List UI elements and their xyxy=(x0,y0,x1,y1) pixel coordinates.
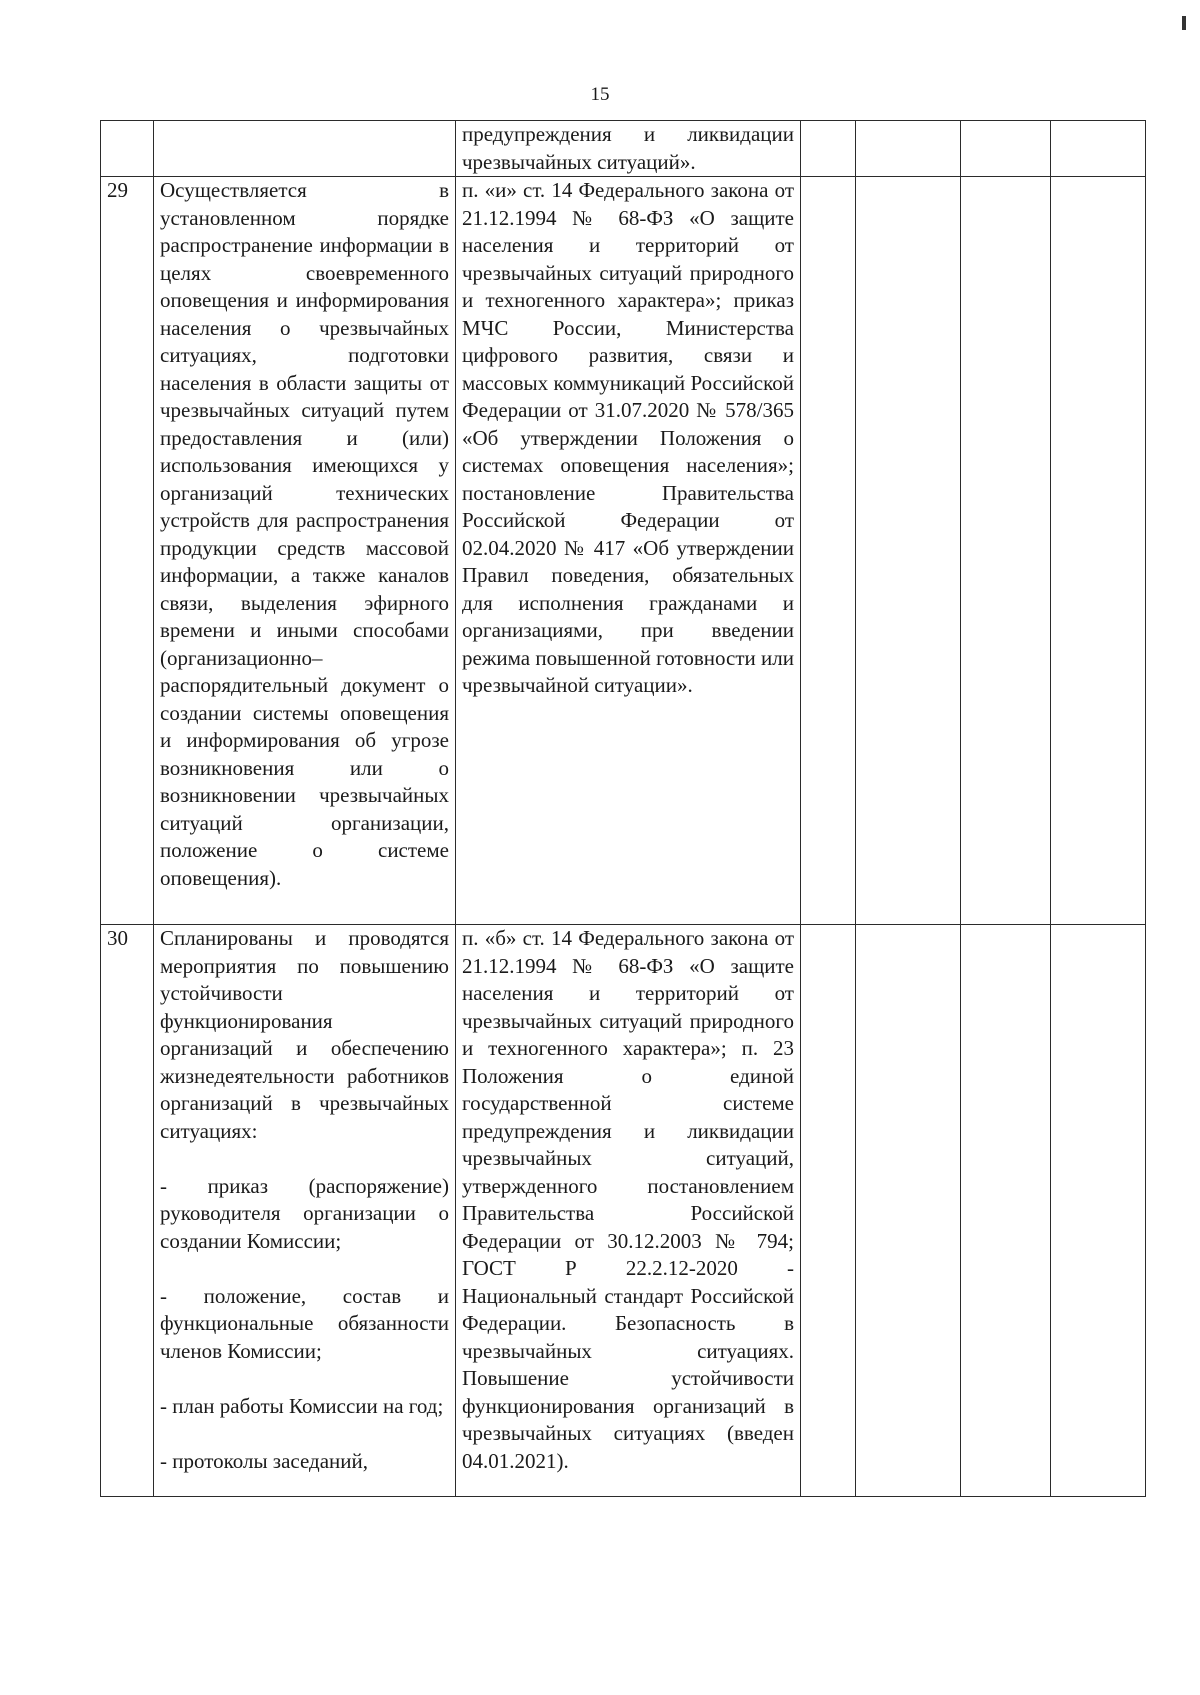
answer-no-cell xyxy=(856,925,961,1497)
requirement-text: Спланированы и проводятся мероприятия по повышению устойчивости функционирования организаций и обеспечению жизнедеятельности работников организаций в чрезвычайных ситуациях: xyxy=(160,926,449,1143)
answer-na-cell xyxy=(961,121,1051,177)
answer-yes-cell xyxy=(801,925,856,1497)
table-row xyxy=(101,925,1146,1497)
answer-yes-cell xyxy=(801,121,856,177)
table-row xyxy=(101,121,1146,177)
row-number: 30 xyxy=(101,925,154,1497)
row-number xyxy=(101,121,154,177)
legal-source-cell: п. «б» ст. 14 Федерального закона от 21.12.1994 № 68-ФЗ «О защите населения и территорий от чрезвычайных ситуаций природного и техногенного характера»; п. 23 Положения о единой государственной системе предупреждения и ликвидации чрезвычайных ситуаций, утвержденного постановлением Правительства Российской Федерации от 30.12.2003 № 794; ГОСТ Р 22.2.12-2020 - Национальный стандарт Российской Федерации. Безопасность в чрезвычайных ситуациях. Повышение устойчивости функционирования организаций в чрезвычайных ситуациях (введен 04.01.2021). xyxy=(456,925,801,1497)
requirement-cell xyxy=(154,177,456,925)
note-cell xyxy=(1051,177,1146,925)
note-cell xyxy=(1051,925,1146,1497)
answer-na-cell xyxy=(961,177,1051,925)
requirement-cell xyxy=(154,925,456,1497)
requirement-item: - положение, состав и функциональные обязанности членов Комиссии; xyxy=(160,1283,449,1363)
requirement-item: - план работы Комиссии на год; xyxy=(160,1393,444,1418)
answer-na-cell xyxy=(961,925,1051,1497)
legal-source-cell: п. «и» ст. 14 Федерального закона от 21.12.1994 № 68-ФЗ «О защите населения и территорий от чрезвычайных ситуаций природного и техногенного характера»; приказ МЧС России, Министерства цифрового развития, связи и массовых коммуникаций Российской Федерации от 31.07.2020 № 578/365 «Об утверждении Положения о системах оповещения населения»; постановление Правительства Российской Федерации от 02.04.2020 № 417 «Об утверждении Правил поведения, обязательных для исполнения гражданами и организациями, при введении режима повышенной готовности или чрезвычайной ситуации». xyxy=(456,177,801,925)
requirement-item: - приказ (распоряжение) руководителя организации о создании Комиссии; xyxy=(160,1173,449,1253)
answer-yes-cell xyxy=(801,177,856,925)
row-number: 29 xyxy=(101,177,154,925)
note-cell xyxy=(1051,121,1146,177)
table-row xyxy=(101,177,1146,925)
answer-no-cell xyxy=(856,121,961,177)
scan-edge-mark xyxy=(1182,16,1186,30)
legal-source-cell: предупреждения и ликвидации чрезвычайных ситуаций». xyxy=(456,121,801,177)
requirement-text: Осуществляется в установленном порядке распространение информации в целях своевременного оповещения и информирования населения о чрезвычайных ситуациях, подготовки населения в области защиты от чрезвычайных ситуаций путем предоставления и (или) использования имеющихся у организаций технических устройств для распространения продукции средств массовой информации, а также каналов связи, выделения эфирного времени и иными способами (организационно–распорядительный документ о создании системы оповещения и информирования об угрозе возникновения или о возникновении чрезвычайных ситуаций организации, положение о системе оповещения). xyxy=(160,178,449,890)
requirement-item: - протоколы заседаний, xyxy=(160,1448,369,1473)
answer-no-cell xyxy=(856,177,961,925)
requirement-cell xyxy=(154,121,456,177)
page-number: 15 xyxy=(590,84,610,105)
checklist-table xyxy=(100,120,1146,1497)
